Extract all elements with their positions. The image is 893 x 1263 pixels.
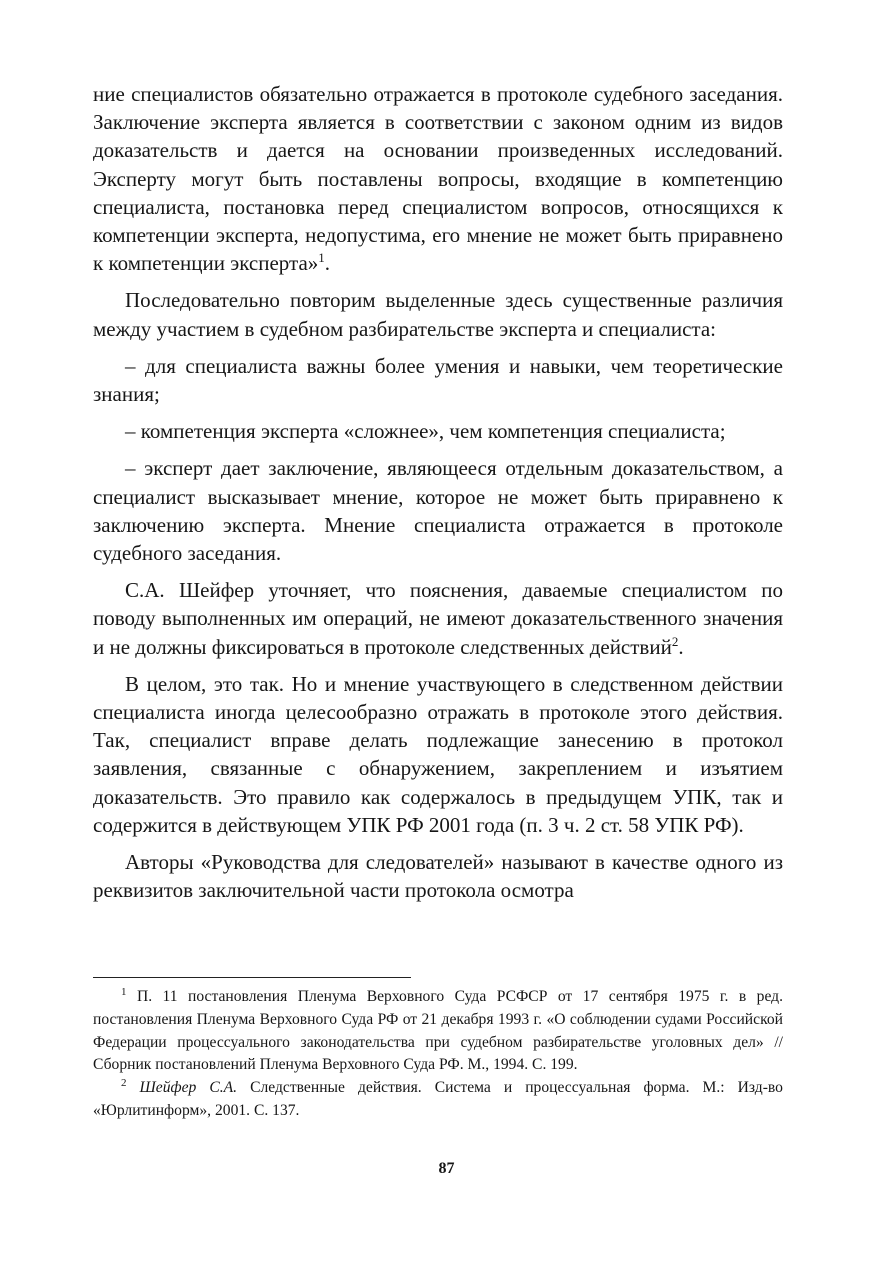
footnote-1: $^1$ П. 11 постановления Пленума Верховного Суда РСФСР от 17 сентября 1975 г. в ред. постановления Пленума Верховного Суда РФ от 21 декабря 1993 г. «О соблюдении судами Российской Федерации процессуального законодательства при судебном разбирательстве уголовных дел» // Сборник постановлений Пленума Верховного Суда РФ. М., 1994. С. 199.: [93, 985, 783, 1074]
paragraph-4: В целом, это так. Но и мнение участвующего в следственном действии специалиста иногда целесообразно отражать в протоколе этого действия. Так, специалист вправе делать подлежащие занесению в протокол заявления, связанные с обнаружением, закреплением и изъятием доказательств. Это правило как содержалось в предыдущем УПК, так и содержится в действующем УПК РФ 2001 года (п. 3 ч. 2 ст. 58 УПК РФ).: [93, 671, 783, 837]
paragraph-3: С.А. Шейфер уточняет, что пояснения, даваемые специалистом по поводу выполненных им операций, не имеют доказательственного значения и не должны фиксироваться в протоколе следственных действий$^2$.: [93, 578, 783, 659]
footnote-divider: [93, 977, 411, 978]
paragraph-5: Авторы «Руководства для следователей» называют в качестве одного из реквизитов заключительной части протокола осмотра: [93, 850, 783, 903]
footnote-author: Шейфер С.А.: [139, 1079, 238, 1097]
footnote-ref-1[interactable]: 1: [318, 250, 325, 266]
list-item-1: – для специалиста важны более умения и навыки, чем теоретические знания;: [93, 353, 783, 407]
paragraph-2: Последовательно повторим выделенные здесь существенные различия между участием в судебном разбирательстве эксперта и специалиста:: [93, 288, 783, 341]
footnotes: [93, 986, 783, 1123]
list-item-3: – эксперт дает заключение, являющееся отдельным доказательством, а специалист высказывает мнение, которое не может быть приравнено к заключению эксперта. Мнение специалиста отражается в протоколе судебного заседания.: [93, 456, 783, 566]
footnote-mark-2: 2: [121, 1077, 127, 1089]
footnote-ref-2[interactable]: 2: [671, 633, 679, 649]
paragraph-1: ние специалистов обязательно отражается в протоколе судебного заседания. Заключение эксперта является в соответствии с законом одним из видов доказательств и дается на основании произведенных исследований. Эксперту могут быть поставлены вопросы, входящие в компетенцию специалиста, постановка перед специалистом вопросов, относящихся к компетенции эксперта, недопустима, его мнение не может быть приравнено к компетенции эксперта»$^1$.: [93, 82, 783, 276]
body-text: [93, 80, 783, 904]
footnote-mark-1: 1: [121, 985, 127, 998]
footnote-2: $^2$ Шейфер С.А. Следственные действия. Система и процессуальная форма. М.: Изд-во «Юрлитинформ», 2001. С. 137.: [93, 1077, 783, 1119]
list-item-2: – компетенция эксперта «сложнее», чем компетенция специалиста;: [125, 419, 726, 444]
page-number: 87: [438, 1160, 455, 1177]
